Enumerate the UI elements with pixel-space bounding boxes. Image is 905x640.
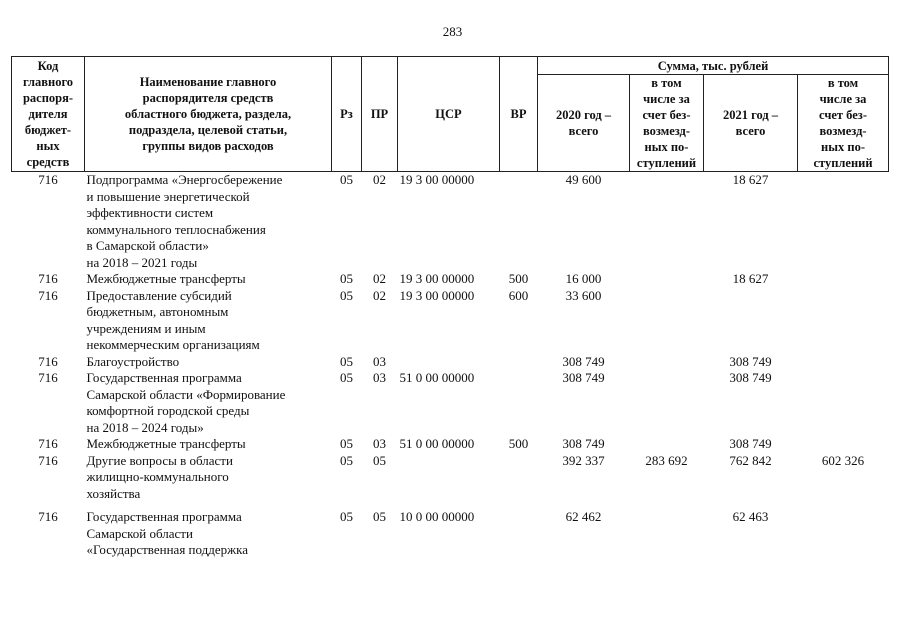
cell-name: Государственная программа Самарской области «Формирование комфортной городской среды на 2018 – 2024 годы» <box>86 370 286 435</box>
cell-name: Межбюджетные трансферты <box>86 436 246 451</box>
cell-code: 716 <box>38 271 58 286</box>
header-vr: ВР <box>500 57 538 172</box>
cell-2020-free <box>630 172 704 272</box>
cell-pr: 05 <box>373 452 386 468</box>
cell-2021-total: 18 627 <box>732 172 769 187</box>
table-row <box>12 271 889 288</box>
cell-2020-free <box>630 502 704 559</box>
cell-pr: 03 <box>373 353 386 369</box>
cell-code: 716 <box>38 287 58 303</box>
cell-2020-total: 49 600 <box>565 172 602 187</box>
table-header <box>12 57 889 172</box>
cell-2020-total: 308 749 <box>562 353 605 369</box>
table-row <box>12 288 889 354</box>
header-pr: ПР <box>362 57 398 172</box>
cell-csr: 51 0 00 00000 <box>399 436 475 451</box>
header-rz: Рз <box>332 57 362 172</box>
cell-2021-free <box>798 354 889 371</box>
cell-rz: 05 <box>340 353 353 369</box>
cell-code: 716 <box>38 353 58 369</box>
cell-pr: 03 <box>373 436 386 451</box>
cell-code: 716 <box>38 172 58 187</box>
cell-pr: 02 <box>373 172 386 187</box>
table-row <box>12 354 889 371</box>
cell-2021-free <box>798 288 889 354</box>
cell-2020-free <box>630 288 704 354</box>
cell-2021-free <box>798 172 889 272</box>
cell-rz: 05 <box>340 370 353 385</box>
cell-rz: 05 <box>340 452 353 468</box>
budget-table <box>11 56 889 559</box>
cell-pr: 02 <box>373 271 386 286</box>
cell-csr <box>398 453 500 503</box>
header-2020-total: 2020 год – всего <box>538 75 630 172</box>
cell-2021-total: 762 842 <box>729 452 772 468</box>
header-code: Код главного распоря- дителя бюджет- ных средств <box>12 57 85 172</box>
cell-code: 716 <box>38 452 58 468</box>
table-row <box>12 172 889 272</box>
cell-csr: 51 0 00 00000 <box>399 370 475 385</box>
cell-2021-total <box>704 288 798 354</box>
cell-csr <box>398 354 500 371</box>
cell-2020-free <box>630 271 704 288</box>
cell-vr <box>500 453 538 503</box>
cell-2020-free <box>630 354 704 371</box>
cell-pr: 03 <box>373 370 386 385</box>
header-sum: Сумма, тыс. рублей <box>538 57 889 75</box>
cell-name: Подпрограмма «Энергосбережение и повышение энергетической эффективности систем коммунального теплоснабжения в Самарской области» на 2018 – 2021 годы <box>86 172 283 270</box>
cell-rz: 05 <box>340 436 353 451</box>
cell-2021-free <box>798 502 889 559</box>
cell-2021-free <box>798 436 889 453</box>
cell-rz: 05 <box>340 271 353 286</box>
cell-2020-total: 392 337 <box>562 452 605 468</box>
cell-vr: 500 <box>508 271 529 286</box>
cell-2021-free <box>798 370 889 436</box>
cell-2020-free <box>630 370 704 436</box>
cell-2021-total: 62 463 <box>732 509 769 524</box>
cell-name: Государственная программа Самарской области «Государственная поддержка <box>86 509 249 557</box>
cell-code: 716 <box>38 436 58 451</box>
cell-rz: 05 <box>340 287 353 303</box>
cell-2020-free <box>630 436 704 453</box>
cell-vr: 600 <box>508 287 529 303</box>
header-name: Наименование главного распорядителя средств областного бюджета, раздела, подраздела, целевой статьи, группы видов расходов <box>85 57 332 172</box>
cell-2021-total: 308 749 <box>729 370 772 385</box>
table-row <box>12 453 889 503</box>
header-csr: ЦСР <box>398 57 500 172</box>
cell-vr <box>500 370 538 436</box>
cell-2020-total: 33 600 <box>565 287 602 303</box>
cell-name: Межбюджетные трансферты <box>86 271 246 286</box>
cell-2021-free: 602 326 <box>821 452 865 468</box>
cell-name: Другие вопросы в области жилищно-коммунального хозяйства <box>86 452 233 501</box>
cell-name: Благоустройство <box>86 353 180 369</box>
cell-2021-total: 18 627 <box>732 271 769 286</box>
cell-vr <box>500 354 538 371</box>
header-2020-free: в том числе за счет без- возмезд- ных по- ступлений <box>630 75 704 172</box>
cell-vr <box>500 502 538 559</box>
page-number: 283 <box>442 24 463 39</box>
header-2021-free: в том числе за счет без- возмезд- ных по- ступлений <box>798 75 889 172</box>
cell-pr: 02 <box>373 287 386 303</box>
cell-2021-free <box>798 271 889 288</box>
cell-csr: 19 3 00 00000 <box>399 287 475 303</box>
table-row <box>12 502 889 559</box>
cell-2020-total: 308 749 <box>562 370 605 385</box>
cell-rz: 05 <box>340 509 353 524</box>
cell-vr: 500 <box>508 436 529 451</box>
cell-csr: 19 3 00 00000 <box>399 172 475 187</box>
table-row <box>12 436 889 453</box>
cell-2021-total: 308 749 <box>729 353 772 369</box>
table-body <box>12 172 889 559</box>
cell-2020-total: 308 749 <box>562 436 605 451</box>
cell-2020-total: 62 462 <box>565 509 602 524</box>
cell-csr: 19 3 00 00000 <box>399 271 475 286</box>
cell-code: 716 <box>38 509 58 524</box>
cell-2021-total: 308 749 <box>729 436 772 451</box>
cell-pr: 05 <box>373 509 386 524</box>
table-row <box>12 370 889 436</box>
cell-csr: 10 0 00 00000 <box>399 509 475 524</box>
cell-2020-free: 283 692 <box>645 452 688 468</box>
cell-rz: 05 <box>340 172 353 187</box>
cell-vr <box>500 172 538 272</box>
cell-2020-total: 16 000 <box>565 271 602 286</box>
cell-code: 716 <box>38 370 58 385</box>
header-2021-total: 2021 год – всего <box>704 75 798 172</box>
cell-name: Предоставление субсидий бюджетным, автономным учреждениям и иным некоммерческим организациям <box>86 287 260 352</box>
